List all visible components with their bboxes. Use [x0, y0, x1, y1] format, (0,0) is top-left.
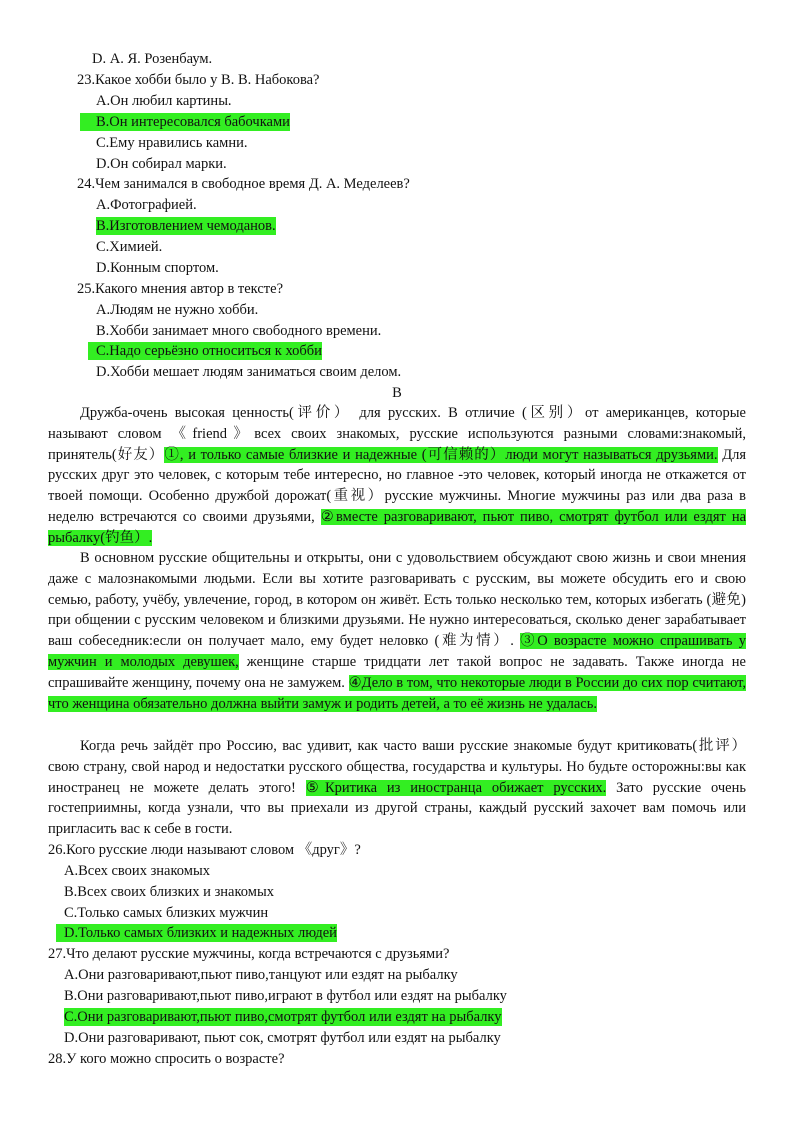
answer-option: В.Всех своих близких и знакомых: [64, 884, 274, 900]
answer-option: D.Конным спортом.: [96, 260, 219, 276]
answer-option: А.Людям не нужно хобби.: [96, 302, 259, 318]
answer-option: А.Фотографией.: [96, 197, 197, 213]
answer-option-highlighted: С.Надо серьёзно относиться к хобби: [88, 342, 322, 360]
answer-option: D.Он собирал марки.: [96, 156, 227, 172]
quiz-line: D. А. Я. Розенбаум.: [92, 51, 213, 67]
answer-option: С.Ему нравились камни.: [96, 135, 248, 151]
answer-option-highlighted: В.Он интересовался бабочками: [80, 113, 290, 131]
answer-option: А.Они разговаривают,пьют пиво,танцуют или ездят на рыбалку: [64, 967, 458, 983]
question-28: 28.У кого можно спросить о возрасте?: [48, 1051, 285, 1067]
section-label: B: [392, 385, 402, 401]
passage-paragraph-1: Дружба-очень высокая ценность(评价） для русских. В отличие (区别）от американцев, которые называют словом 《friend》всех своих знакомых, русские используются разными словами:знакомый, принятель(好友）①, и только самые близкие и надежные (可信赖的）люди могут называться друзьями. Для русских друг это человек, с которым тебе интересно, но главное -это человек, который иногда не откажется от твоей помощи. Особенно дружбой дорожат(重视）русские мужчины. Многие мужчины раз или два раза в неделю встречаются со своими друзьями, ②вместе разговаривают, пьют пиво, смотрят футбол или ездят на рыбалку(钓鱼）.: [48, 405, 747, 546]
answer-option: В.Они разговаривают,пьют пиво,играют в футбол или ездят на рыбалку: [64, 988, 507, 1004]
answer-option-highlighted: В.Изготовлением чемоданов.: [96, 218, 276, 234]
answer-option: А.Он любил картины.: [96, 93, 232, 109]
answer-option: D.Они разговаривают, пьют сок, смотрят футбол или ездят на рыбалку: [64, 1030, 501, 1046]
question-24: 24.Чем занимался в свободное время Д. А. Меделеев?: [77, 176, 410, 192]
question-27: 27.Что делают русские мужчины, когда встречаются с друзьями?: [48, 946, 450, 962]
answer-option: С.Химией.: [96, 239, 163, 255]
answer-option: А.Всех своих знакомых: [64, 863, 210, 879]
passage-paragraph-3: Когда речь зайдёт про Россию, вас удивит, как часто ваши русские знакомые будут критиковать(批评）свою страну, свой народ и недостатки русского общества, государства и культуры. Но будьте осторожны:вы как иностранец не можете делать этого! ⑤Критика из иностранца обижает русских. Зато русские очень гостеприимны, когда узнали, что вы приехали из другой страны, каждый русский захочет вам помочь или пригласить вас к себе в гости.: [48, 738, 746, 838]
question-25: 25.Какого мнения автор в тексте?: [77, 281, 284, 297]
question-26: 26.Кого русские люди называют словом 《друг》?: [48, 842, 361, 858]
answer-option-highlighted: D.Только самых близких и надежных людей: [56, 924, 337, 942]
answer-option-highlighted: С.Они разговаривают,пьют пиво,смотрят футбол или ездят на рыбалку: [64, 1009, 502, 1025]
answer-option: В.Хобби занимает много свободного времени.: [96, 323, 382, 339]
answer-option: С.Только самых близких мужчин: [64, 905, 269, 921]
answer-option: D.Хобби мешает людям заниматься своим делом.: [96, 364, 402, 380]
question-23: 23.Какое хобби было у В. В. Набокова?: [77, 72, 320, 88]
passage-paragraph-2: В основном русские общительны и открыты, они с удовольствием обсуждают свою жизнь и свои мнения даже с малознакомыми людьми. Если вы хотите разговаривать с русским, вы можете обсудить его и свою семью, работу, учёбу, увлечение, город, в котором он живёт. Есть только несколько тем, которых избегать (避免) при общении с русским человеком и близкими друзьями. Не нужно интересоваться, сколько денег зарабатывает ваш собеседник:если он получает мало, ему будет неловко (难为情）. ③О возрасте можно спрашивать у мужчин и молодых девушек, женщине старше тридцати лет такой вопрос не задавать. Также иногда не спрашивайте женщину, почему она не замужем. ④Дело в том, что некоторые люди в России до сих пор считают, что женщина обязательно должна выйти замуж и родить детей, а то её жизнь не удалась.: [48, 550, 746, 712]
